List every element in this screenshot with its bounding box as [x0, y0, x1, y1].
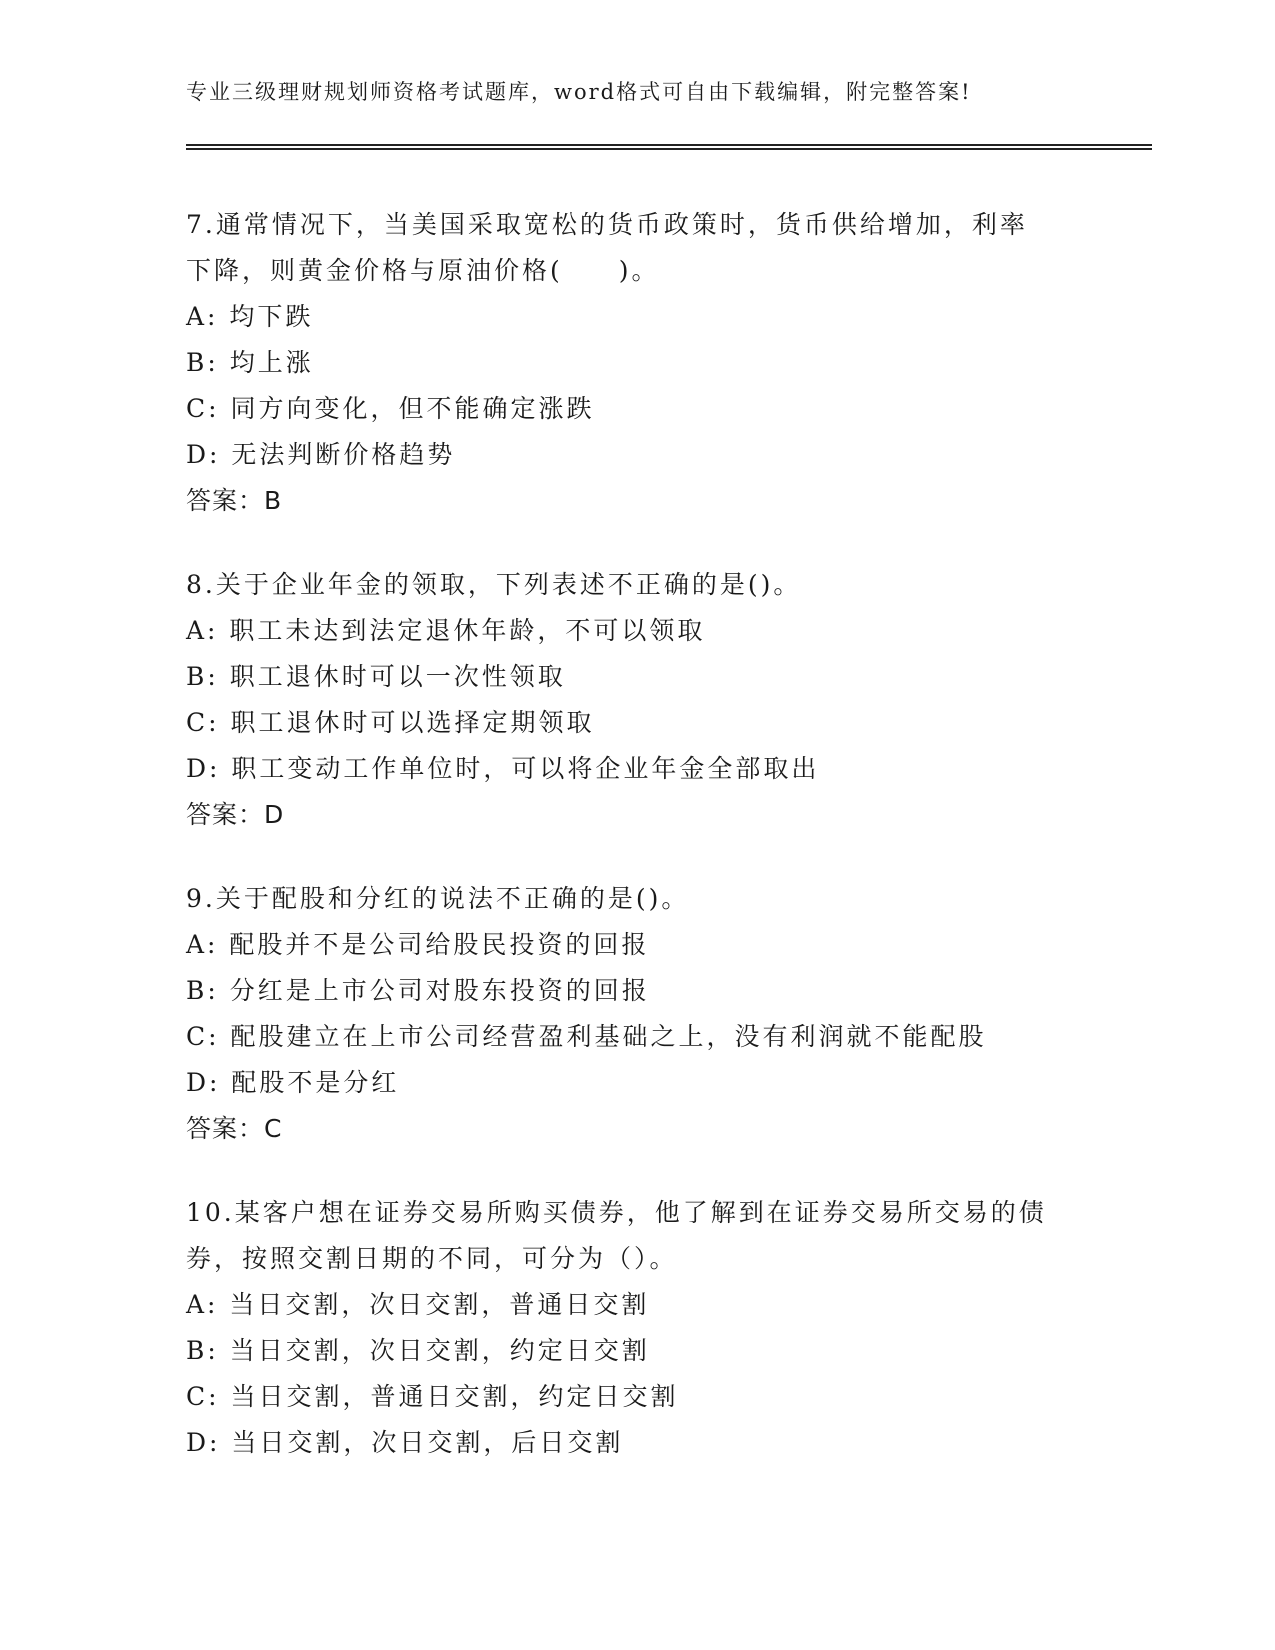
option-c: C: 配股建立在上市公司经营盈利基础之上，没有利润就不能配股: [186, 1022, 987, 1051]
answer: 答案：D: [186, 800, 285, 829]
option-b: B: 当日交割，次日交割，约定日交割: [186, 1336, 650, 1365]
option-c: C: 同方向变化，但不能确定涨跌: [186, 394, 595, 423]
question-stem: 10.某客户想在证券交易所购买债券，他了解到在证券交易所交易的债: [186, 1198, 1047, 1227]
question-10: [186, 1190, 1086, 1466]
answer: 答案：C: [186, 1114, 283, 1143]
question-stem: 下降，则黄金价格与原油价格( )。: [186, 256, 660, 285]
question-list: [186, 202, 1086, 1504]
option-b: B: 分红是上市公司对股东投资的回报: [186, 976, 650, 1005]
option-d: D: 配股不是分红: [186, 1068, 400, 1097]
option-d: D: 当日交割，次日交割，后日交割: [186, 1428, 624, 1457]
option-a: A: 当日交割，次日交割，普通日交割: [186, 1290, 650, 1319]
question-stem: 券，按照交割日期的不同，可分为（）。: [186, 1244, 678, 1273]
option-c: C: 当日交割，普通日交割，约定日交割: [186, 1382, 679, 1411]
option-d: D: 职工变动工作单位时，可以将企业年金全部取出: [186, 754, 820, 783]
option-c: C: 职工退休时可以选择定期领取: [186, 708, 595, 737]
option-b: B: 均上涨: [186, 348, 314, 377]
option-d: D: 无法判断价格趋势: [186, 440, 456, 469]
question-stem: 8.关于企业年金的领取，下列表述不正确的是()。: [186, 570, 802, 599]
option-a: A: 职工未达到法定退休年龄，不可以领取: [186, 616, 706, 645]
question-7: [186, 202, 1086, 524]
option-b: B: 职工退休时可以一次性领取: [186, 662, 566, 691]
question-8: [186, 562, 1086, 838]
question-stem: 9.关于配股和分红的说法不正确的是()。: [186, 884, 690, 913]
question-stem: 7.通常情况下，当美国采取宽松的货币政策时，货币供给增加，利率: [186, 210, 1028, 239]
document-header: 专业三级理财规划师资格考试题库，word格式可自由下载编辑，附完整答案!: [186, 80, 972, 104]
header-divider: [186, 144, 1152, 150]
answer: 答案：B: [186, 486, 283, 515]
option-a: A: 配股并不是公司给股民投资的回报: [186, 930, 650, 959]
question-9: [186, 876, 1086, 1152]
option-a: A: 均下跌: [186, 302, 314, 331]
